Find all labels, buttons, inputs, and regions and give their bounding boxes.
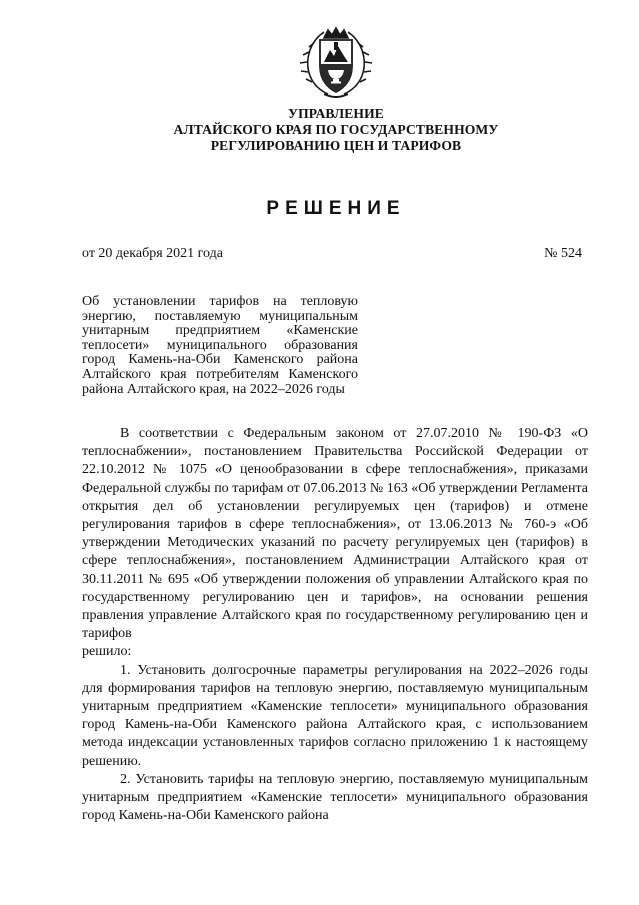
preamble-paragraph: В соответствии с Федеральным законом от 27.07.2010 № 190-ФЗ «О теплоснабжении», постановлением Правительства Российской Федерации от 22.10.2012 № 1075 «О ценообразовании в сфере теплоснабжения», приказами Федеральной службы по тарифам от 07.06.2013 № 163 «Об утверждении Регламента открытия дел об установлении регулируемых цен (тарифов) и отмене регулирования тарифов в сфере теплоснабжения», от 13.06.2013 № 760-э «Об утверждении Методических указаний по расчету регулируемых цен (тарифов) в сфере теплоснабжения», постановлением Администрации Алтайского края от 30.11.2011 № 695 «Об утверждении положения об управлении Алтайского края по государственному регулированию цен и тарифов», на основании решения правления управление Алтайского края по государственному регулированию цен и тарифов: [82, 426, 588, 642]
item-2-paragraph: 2. Установить тарифы на тепловую энергию, поставляемую муниципальным унитарным предприятием «Каменские теплосети» муниципального образования город Камень-на-Оби Каменского района: [82, 771, 588, 824]
document-number: № 524: [544, 246, 582, 261]
document-body: [82, 425, 588, 825]
agency-line-1: УПРАВЛЕНИЕ: [288, 106, 384, 121]
resolved-line: решило:: [82, 644, 132, 660]
item-1-paragraph: 1. Установить долгосрочные параметры регулирования на 2022–2026 годы для формирования тарифов на тепловую энергию, поставляемую муниципальным унитарным предприятием «Каменские теплосети» муниципального образования город Камень-на-Оби Каменского района Алтайского края, с использованием метода индексации установленных тарифов согласно приложению 1 к настоящему решению.: [82, 662, 588, 769]
document-title: РЕШЕНИЕ: [266, 198, 406, 219]
agency-line-2: АЛТАЙСКОГО КРАЯ ПО ГОСУДАРСТВЕННОМУ: [173, 122, 499, 137]
agency-line-3: РЕГУЛИРОВАНИЮ ЦЕН И ТАРИФОВ: [210, 138, 462, 153]
coat-of-arms-icon: [298, 24, 374, 100]
agency-name: [80, 106, 592, 154]
document-subject: Об установлении тарифов на тепловую энергию, поставляемую муниципальным унитарным предприятием «Каменские теплосети» муниципального образования город Камень-на-Оби Каменского района Алтайского края потребителям Каменского района Алтайского края, на 2022–2026 годы: [82, 294, 358, 397]
document-date: от 20 декабря 2021 года: [82, 246, 223, 261]
